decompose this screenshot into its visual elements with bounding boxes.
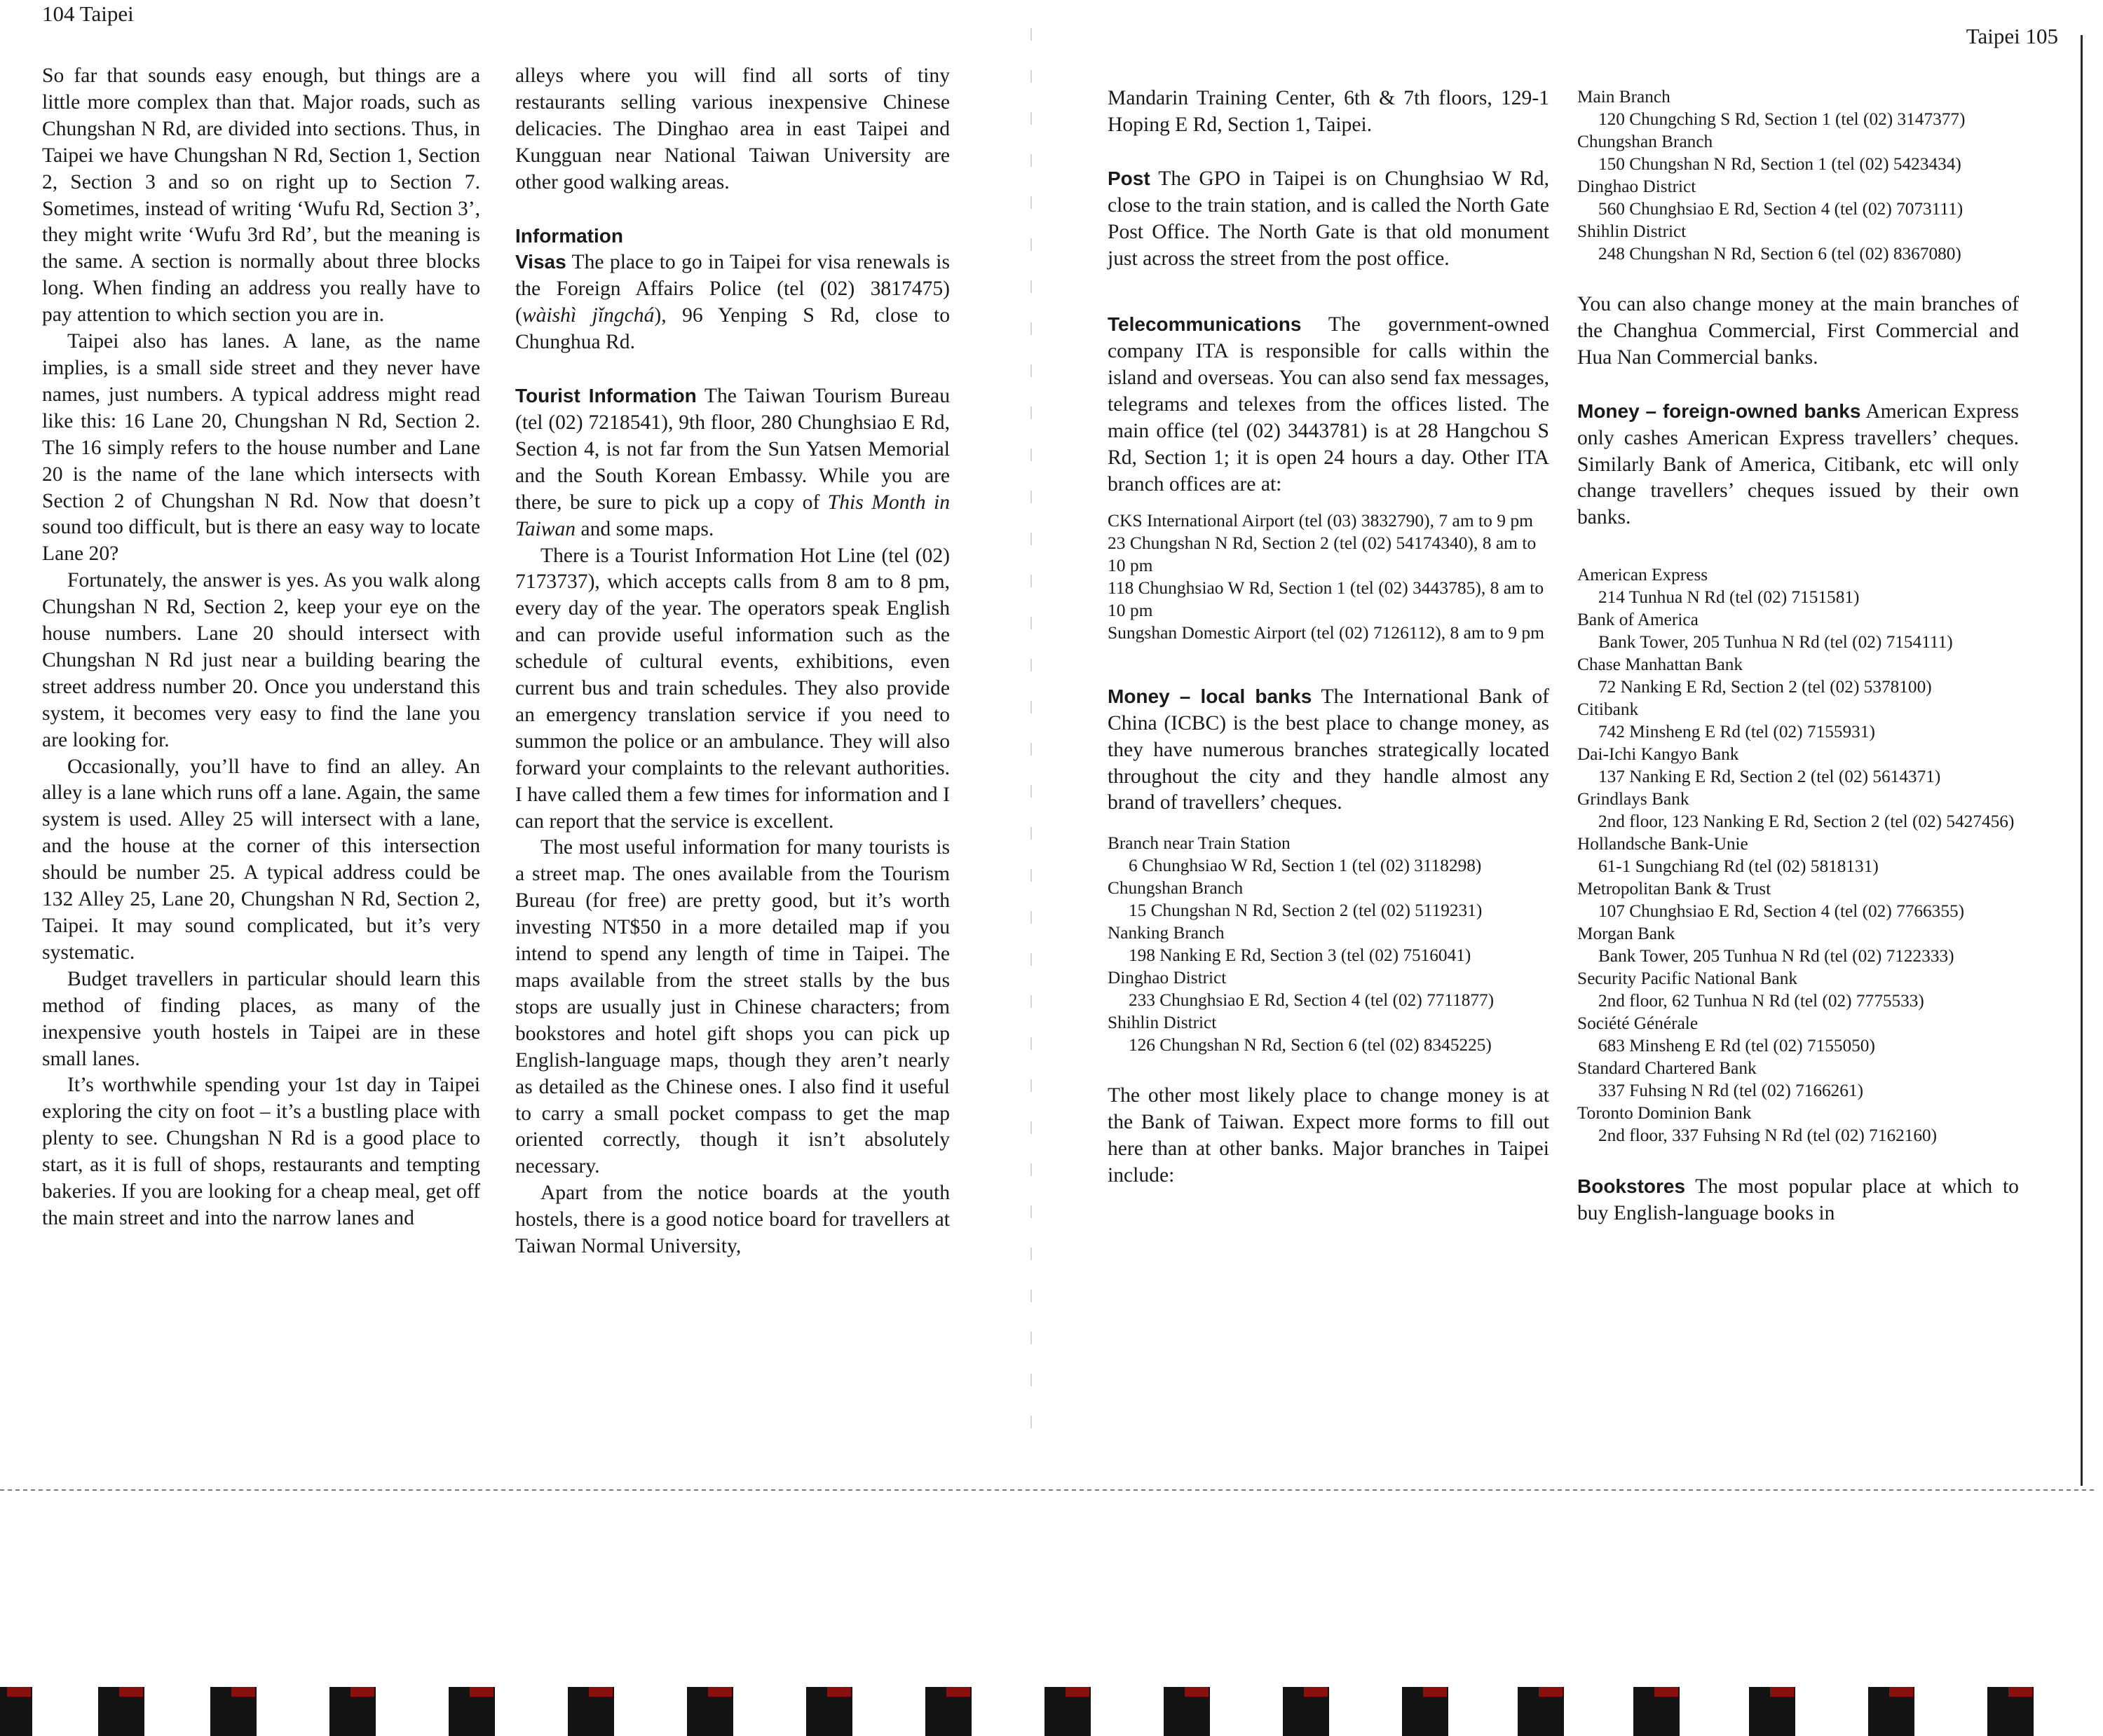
binding-hole (210, 1687, 257, 1736)
bank-name: Toronto Dominion Bank (1577, 1103, 1752, 1123)
branch-name: Nanking Branch (1108, 923, 1225, 943)
money-foreign-paragraph (1577, 398, 2019, 532)
binding-hole (687, 1687, 733, 1736)
foreign-bank-list (1577, 563, 2019, 1147)
branch-name: Chungshan Branch (1108, 878, 1244, 898)
money-local-paragraph (1108, 683, 1549, 817)
bank-name: Société Générale (1577, 1013, 1699, 1034)
visas-paragraph (515, 249, 950, 356)
branch-address: 248 Chungshan N Rd, Section 6 (tel (02) 8367080) (1598, 244, 1961, 264)
bank-address: 107 Chunghsiao E Rd, Section 4 (tel (02) 7766355) (1598, 901, 1965, 922)
branch-name: Main Branch (1577, 87, 1670, 107)
subheading-money-foreign-banks: Money – foreign-owned banks (1577, 399, 1861, 422)
paragraph: Taipei also has lanes. A lane, as the name implies, is a small side street and they never have names, just numbers. A typical address might read like this: 16 Lane 20, Chungshan N Rd, Section 2. The 16 simply refers to the house number and Lane 20 is the name of the lane which intersects with Section 2 of Chungshan N Rd. Now that doesn’t sound too difficult, but is there an easy way to locate Lane 20? (42, 330, 480, 566)
section-heading-information: Information (515, 224, 623, 247)
text: The Taiwan Tourism Bureau (tel (02) 7218541), 9th floor, 280 Chunghsiao E Rd, Section 4, is not far from the Sun Yatsen Memorial and the South Korean Embassy. While you are there, be sure to pick up a copy of (515, 385, 950, 514)
subheading-money-local-banks: Money – local banks (1108, 685, 1312, 707)
text: The government-owned company ITA is responsible for calls within the island and overseas. You can also send fax messages, telegrams and telexes from the offices listed. The main office (tel (02) 3443781) is at 28 Hangchou S Rd, Section 1; it is open 24 hours a day. Other ITA branch offices are at: (1108, 313, 1549, 495)
branch-address: 15 Chungshan N Rd, Section 2 (tel (02) 5119231) (1129, 901, 1483, 921)
binding-hole (1044, 1687, 1091, 1736)
subheading-visas: Visas (515, 251, 566, 273)
spiral-binding (0, 1679, 2103, 1736)
bank-name: Chase Manhattan Bank (1577, 655, 1743, 675)
paragraph: Budget travellers in particular should learn this method of finding places, as many of the inexpensive youth hostels in Taipei are in these small lanes. (42, 967, 480, 1070)
paragraph: Mandarin Training Center, 6th & 7th floors, 129-1 Hoping E Rd, Section 1, Taipei. (1108, 87, 1549, 136)
column-2 (515, 63, 950, 1260)
page-bottom-edge (0, 1489, 2096, 1491)
paragraph: It’s worthwhile spending your 1st day in Taipei exploring the city on foot – it’s a bustling place with plenty to see. Chungshan N Rd is a good place to start, as it is full of shops, restaurants and tempting bakeries. If you are looking for a cheap meal, get off the main street and into the narrow lanes and (42, 1074, 480, 1229)
telecom-paragraph (1108, 311, 1549, 498)
binding-hole (1164, 1687, 1210, 1736)
binding-hole (1402, 1687, 1448, 1736)
text: The International Bank of China (ICBC) is the best place to change money, as they have numerous branches strategically located throughout the city and they handle almost any brand of travellers’ cheques. (1108, 685, 1549, 814)
branch-address: 198 Nanking E Rd, Section 3 (tel (02) 7516041) (1129, 945, 1471, 966)
binding-hole (925, 1687, 972, 1736)
binding-hole (449, 1687, 495, 1736)
binding-hole (0, 1687, 32, 1736)
branch-address: 560 Chunghsiao E Rd, Section 4 (tel (02) 7073111) (1598, 199, 1964, 219)
binding-hole (1633, 1687, 1680, 1736)
paragraph: The most useful information for many tourists is a street map. The ones available from the Tourism Bureau (for free) are pretty good, but it’s worth investing NT$50 in a more detailed map if you intend to spend any length of time in Taipei. The maps available from the street stalls by the bus stops are usually just in Chinese characters; from bookstores and hotel gift shops you can pick up English-language maps, though they aren’t nearly as detailed as the Chinese ones. I also find it useful to carry a small pocket compass to get the map oriented correctly, though it isn’t absolutely necessary. (515, 836, 950, 1178)
bank-name: Citibank (1577, 699, 1639, 720)
bank-name: Dai-Ichi Kangyo Bank (1577, 744, 1739, 765)
list-item: 118 Chunghsiao W Rd, Section 1 (tel (02) 3443785), 8 am to 10 pm (1108, 577, 1544, 620)
paragraph: There is a Tourist Information Hot Line (tel (02) 7173737), which accepts calls from 8 am to 8 pm, every day of the year. The operators speak English and can provide useful information such as the schedule of cultural events, exhibitions, even current bus and train schedules. They also provide an emergency translation service if you need to summon the police or an ambulance. They will also forward your complaints to the relevant authorities. I have called them a few times for information and I can report that the service is excellent. (515, 544, 950, 833)
paragraph: alleys where you will find all sorts of tiny restaurants selling various inexpensive Chinese delicacies. The Dinghao area in east Taipei and Kungguan near National Taiwan University are other good walking areas. (515, 64, 950, 193)
branch-name: Dinghao District (1577, 177, 1696, 196)
bank-address: 683 Minsheng E Rd (tel (02) 7155050) (1598, 1036, 1875, 1056)
icbc-branch-list (1108, 832, 1549, 1056)
text: American Express only cashes American Express travellers’ cheques. Similarly Bank of America, Citibank, etc will only change travellers’ cheques issued by their own banks. (1577, 399, 2019, 529)
branch-name: Chungshan Branch (1577, 132, 1713, 151)
bookstores-paragraph (1577, 1173, 2019, 1227)
bank-address: 214 Tunhua N Rd (tel (02) 7151581) (1598, 587, 1860, 608)
branch-address: 6 Chunghsiao W Rd, Section 1 (tel (02) 3118298) (1129, 856, 1482, 876)
paragraph: Fortunately, the answer is yes. As you walk along Chungshan N Rd, Section 2, keep your eye on the house numbers. Lane 20 should intersect with Chungshan N Rd just near a building bearing the street address number 20. Once you understand this system, it becomes very easy to find the lane you are looking for. (42, 569, 480, 751)
page-header-right: Taipei 105 (1966, 24, 2058, 48)
binding-hole (1749, 1687, 1795, 1736)
bank-address: 137 Nanking E Rd, Section 2 (tel (02) 5614371) (1598, 767, 1941, 787)
binding-hole (1518, 1687, 1564, 1736)
bank-name: American Express (1577, 565, 1708, 585)
binding-hole (568, 1687, 614, 1736)
subheading-tourist-information: Tourist Information (515, 385, 697, 407)
text: and some maps. (576, 517, 714, 540)
branch-address: 233 Chunghsiao E Rd, Section 4 (tel (02) 7711877) (1129, 990, 1495, 1011)
paragraph: The other most likely place to change money is at the Bank of Taiwan. Expect more forms to fill out here than at other banks. Major branches in Taipei include: (1108, 1084, 1549, 1187)
text: The most popular place at which to buy English-language books in (1577, 1175, 2019, 1225)
bank-address: 337 Fuhsing N Rd (tel (02) 7166261) (1598, 1081, 1864, 1101)
bank-name: Bank of America (1577, 610, 1699, 630)
bank-address: 2nd floor, 123 Nanking E Rd, Section 2 (tel (02) 5427456) (1598, 812, 2015, 832)
column-3 (1108, 86, 1549, 1189)
binding-hole (806, 1687, 852, 1736)
branch-address: 150 Chungshan N Rd, Section 1 (tel (02) 5423434) (1598, 154, 1961, 174)
list-item: 23 Chungshan N Rd, Section 2 (tel (02) 54174340), 8 am to 10 pm (1108, 532, 1537, 575)
text: ), 96 Yenping S Rd, close to Chunghua Rd. (515, 304, 950, 354)
binding-hole (1868, 1687, 1914, 1736)
bank-address: 61-1 Sungchiang Rd (tel (02) 5818131) (1598, 856, 1879, 877)
paragraph: You can also change money at the main branches of the Changhua Commercial, First Commercial and Hua Nan Commercial banks. (1577, 293, 2019, 369)
branch-address: 120 Chungching S Rd, Section 1 (tel (02) 3147377) (1598, 109, 1966, 129)
bank-address: 2nd floor, 337 Fuhsing N Rd (tel (02) 7162160) (1598, 1126, 1938, 1146)
text: The GPO in Taipei is on Chunghsiao W Rd, close to the train station, and is called the North Gate Post Office. The North Gate is that old monument just across the street from the post office. (1108, 167, 1549, 270)
branch-address: 126 Chungshan N Rd, Section 6 (tel (02) 8345225) (1129, 1035, 1492, 1055)
subheading-bookstores: Bookstores (1577, 1175, 1686, 1198)
paragraph: Occasionally, you’ll have to find an alley. An alley is a lane which runs off a lane. Again, the same system is used. Alley 25 will intersect with a lane, and the house at the corner of this intersection should be number 25. A typical address could be 132 Alley 25, Lane 20, Chungshan N Rd, Section 2, Taipei. It may sound complicated, but it’s very systematic. (42, 755, 480, 964)
bank-name: Hollandsche Bank-Unie (1577, 834, 1748, 854)
bank-address: 742 Minsheng E Rd (tel (02) 7155931) (1598, 722, 1875, 742)
paragraph: Apart from the notice boards at the youth hostels, there is a good notice board for travellers at Taiwan Normal University, (515, 1182, 950, 1258)
page-gutter (1030, 28, 1032, 1458)
bank-name: Standard Chartered Bank (1577, 1058, 1757, 1079)
pinyin-text: wàishì jǐngchá (522, 304, 655, 327)
left-page (0, 0, 1037, 1458)
ita-office-list (1108, 510, 1549, 644)
bank-address: 2nd floor, 62 Tunhua N Rd (tel (02) 7775533) (1598, 991, 1924, 1011)
bank-address: Bank Tower, 205 Tunhua N Rd (tel (02) 7122333) (1598, 946, 1954, 966)
branch-name: Branch near Train Station (1108, 833, 1291, 854)
binding-hole (1283, 1687, 1329, 1736)
branch-name: Shihlin District (1577, 221, 1687, 241)
column-1 (42, 63, 480, 1232)
branch-name: Shihlin District (1108, 1013, 1217, 1033)
binding-hole (1987, 1687, 2034, 1736)
binding-hole (329, 1687, 376, 1736)
list-item: CKS International Airport (tel (03) 3832790), 7 am to 9 pm (1108, 510, 1533, 531)
list-item: Sungshan Domestic Airport (tel (02) 7126112), 8 am to 9 pm (1108, 622, 1545, 643)
publication-title: This Month in Taiwan (515, 491, 950, 540)
post-paragraph (1108, 165, 1549, 273)
bank-name: Metropolitan Bank & Trust (1577, 879, 1771, 899)
bank-name: Grindlays Bank (1577, 789, 1689, 809)
bank-name: Security Pacific National Bank (1577, 969, 1798, 989)
tourist-info-paragraph (515, 383, 950, 542)
bank-name: Morgan Bank (1577, 924, 1675, 944)
bank-address: 72 Nanking E Rd, Section 2 (tel (02) 5378100) (1598, 677, 1932, 697)
page-edge (2081, 35, 2083, 1486)
branch-name: Dinghao District (1108, 968, 1227, 988)
page-header-left: 104 Taipei (42, 1, 134, 26)
text: The place to go in Taipei for visa renewals is the Foreign Affairs Police (tel (02) 3817475) ( (515, 251, 950, 327)
column-4 (1577, 86, 2019, 1227)
subheading-post: Post (1108, 167, 1150, 189)
paragraph: So far that sounds easy enough, but things are a little more complex than that. Major roads, such as Chungshan N Rd, are divided into sections. Thus, in Taipei we have Chungshan N Rd, Section 1, Section 2, Section 3 and so on right up to Section 7. Sometimes, instead of writing ‘Wufu Rd, Section 3’, they might write ‘Wufu 3rd Rd’, but the meaning is the same. A section is normally about three blocks long. When finding an address you really have to pay attention to which section you are in. (42, 64, 480, 327)
bank-of-taiwan-branch-list (1577, 86, 2019, 265)
binding-hole (98, 1687, 144, 1736)
subheading-telecommunications: Telecommunications (1108, 313, 1302, 336)
bank-address: Bank Tower, 205 Tunhua N Rd (tel (02) 7154111) (1598, 632, 1953, 652)
